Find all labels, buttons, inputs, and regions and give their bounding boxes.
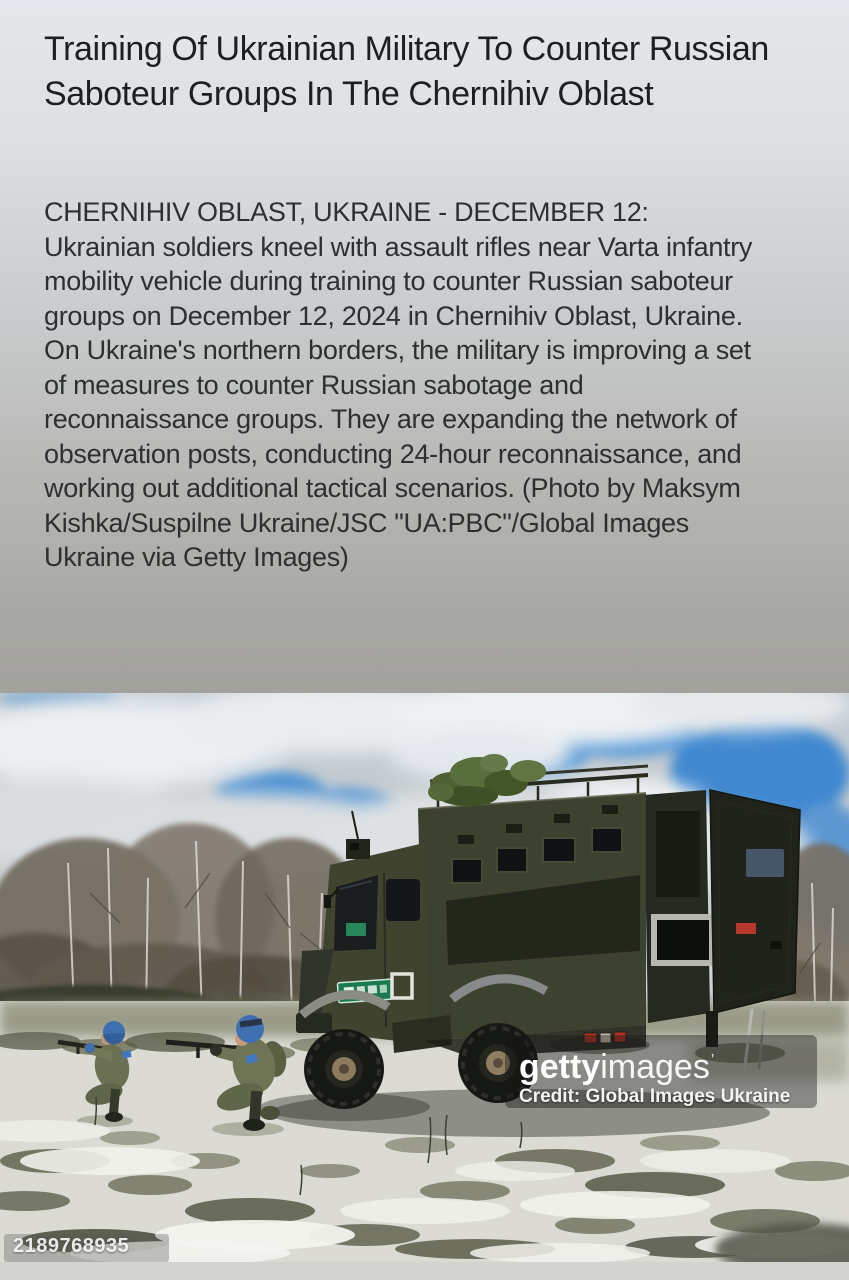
getty-logo [519, 1042, 817, 1085]
getty-logo-regular: images [600, 1048, 710, 1086]
getty-logo-bold: getty [519, 1048, 601, 1086]
image-caption: CHERNIHIV OBLAST, UKRAINE - DECEMBER 12: Ukrainian soldiers kneel with assault rifles near Varta infantry mobility vehicle during training to counter Russian saboteur groups on December 12, 2024 in Chernihiv Oblast, Ukraine. On Ukraine's northern borders, the military is improving a set of measures to counter Russian sabotage and reconnaissance groups. They are expanding the network of observation posts, conducting 24-hour reconnaissance, and working out additional tactical scenarios. (Photo by Maksym Kishka/Suspilne Ukraine/JSC "UA:PBC"/Global Images Ukraine via Getty Images) [44, 197, 753, 572]
photo-illustration [0, 693, 849, 1262]
bottom-strip [0, 1262, 849, 1280]
image-id: 2189768935 [4, 1234, 169, 1262]
getty-watermark [505, 1035, 817, 1108]
photo[interactable] [0, 693, 849, 1262]
front-wheel [304, 1029, 384, 1109]
credit-line: Credit: Global Images Ukraine [519, 1086, 791, 1107]
page-title: Training Of Ukrainian Military To Counter Russian Saboteur Groups In The Chernihiv Oblast [44, 30, 769, 113]
getty-logo-mark: ’ [710, 1051, 715, 1068]
